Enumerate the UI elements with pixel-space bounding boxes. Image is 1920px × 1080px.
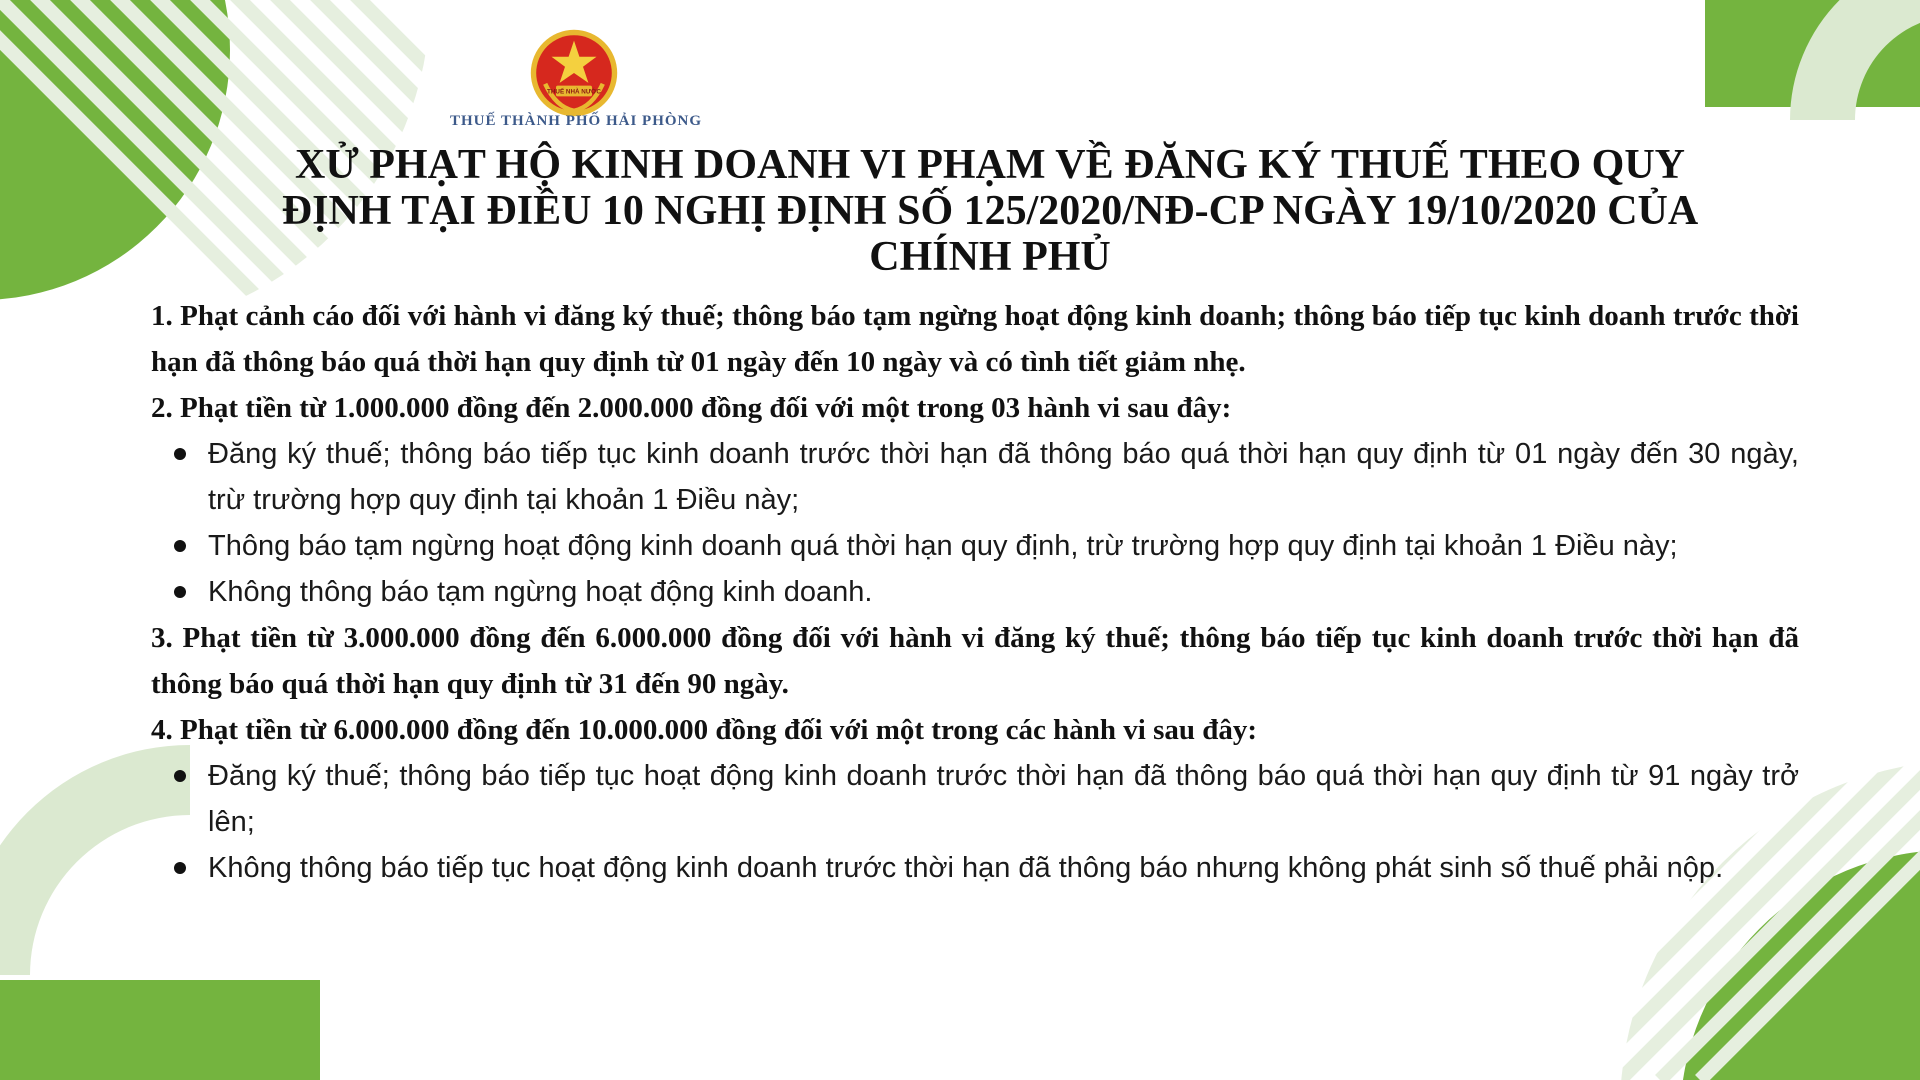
bullet-dot-icon (174, 862, 186, 874)
emblem-text: THUẾ NHÀ NƯỚC (547, 88, 601, 96)
regulation-content (151, 293, 1799, 891)
list-item-text: Đăng ký thuế; thông báo tiếp tục hoạt động kinh doanh trước thời hạn đã thông báo quá thời hạn quy định từ 91 ngày trở lên; (208, 760, 1799, 838)
page-title (150, 142, 1830, 280)
list-item-text: Thông báo tạm ngừng hoạt động kinh doanh quá thời hạn quy định, trừ trường hợp quy định tại khoản 1 Điều này; (208, 530, 1678, 562)
item-2: 2. Phạt tiền từ 1.000.000 đồng đến 2.000.000 đồng đối với một trong 03 hành vi sau đây: (151, 392, 1232, 424)
list-item (151, 569, 1799, 615)
list-item (151, 753, 1799, 845)
title-line-2: ĐỊNH TẠI ĐIỀU 10 NGHỊ ĐỊNH SỐ 125/2020/NĐ-CP NGÀY 19/10/2020 CỦA (281, 188, 1699, 234)
title-line-1: XỬ PHẠT HỘ KINH DOANH VI PHẠM VỀ ĐĂNG KÝ THUẾ THEO QUY (294, 142, 1686, 188)
list-item-text: Đăng ký thuế; thông báo tiếp tục kinh doanh trước thời hạn đã thông báo quá thời hạn quy định từ 01 ngày đến 30 ngày, trừ trường hợp quy định tại khoản 1 Điều này; (208, 438, 1799, 516)
agency-name: THUẾ THÀNH PHỐ HẢI PHÒNG (449, 113, 703, 129)
list-item (151, 845, 1799, 891)
bullet-dot-icon (174, 586, 186, 598)
list-item (151, 523, 1799, 569)
vietnam-tax-emblem-icon (529, 28, 619, 118)
item-3: 3. Phạt tiền từ 3.000.000 đồng đến 6.000.000 đồng đối với hành vi đăng ký thuế; thông báo tiếp tục kinh doanh trước thời hạn đã thông báo quá thời hạn quy định từ 31 đến 90 ngày. (151, 622, 1799, 700)
list-item-text: Không thông báo tiếp tục hoạt động kinh doanh trước thời hạn đã thông báo nhưng không phát sinh số thuế phải nộp. (208, 852, 1724, 884)
bullet-dot-icon (174, 770, 186, 782)
bottom-left-green-block (0, 980, 320, 1080)
item-2-bullet-list (151, 431, 1799, 615)
bullet-dot-icon (174, 448, 186, 460)
list-item (151, 431, 1799, 523)
item-1: 1. Phạt cảnh cáo đối với hành vi đăng ký thuế; thông báo tạm ngừng hoạt động kinh doanh; thông báo tiếp tục kinh doanh trước thời hạn đã thông báo quá thời hạn quy định từ 01 ngày đến 10 ngày và có tình tiết giảm nhẹ. (151, 300, 1799, 378)
list-item-text: Không thông báo tạm ngừng hoạt động kinh doanh. (208, 576, 873, 608)
item-4: 4. Phạt tiền từ 6.000.000 đồng đến 10.000.000 đồng đối với một trong các hành vi sau đây: (151, 714, 1258, 746)
title-line-3: CHÍNH PHỦ (869, 234, 1111, 280)
item-4-bullet-list (151, 753, 1799, 891)
bullet-dot-icon (174, 540, 186, 552)
